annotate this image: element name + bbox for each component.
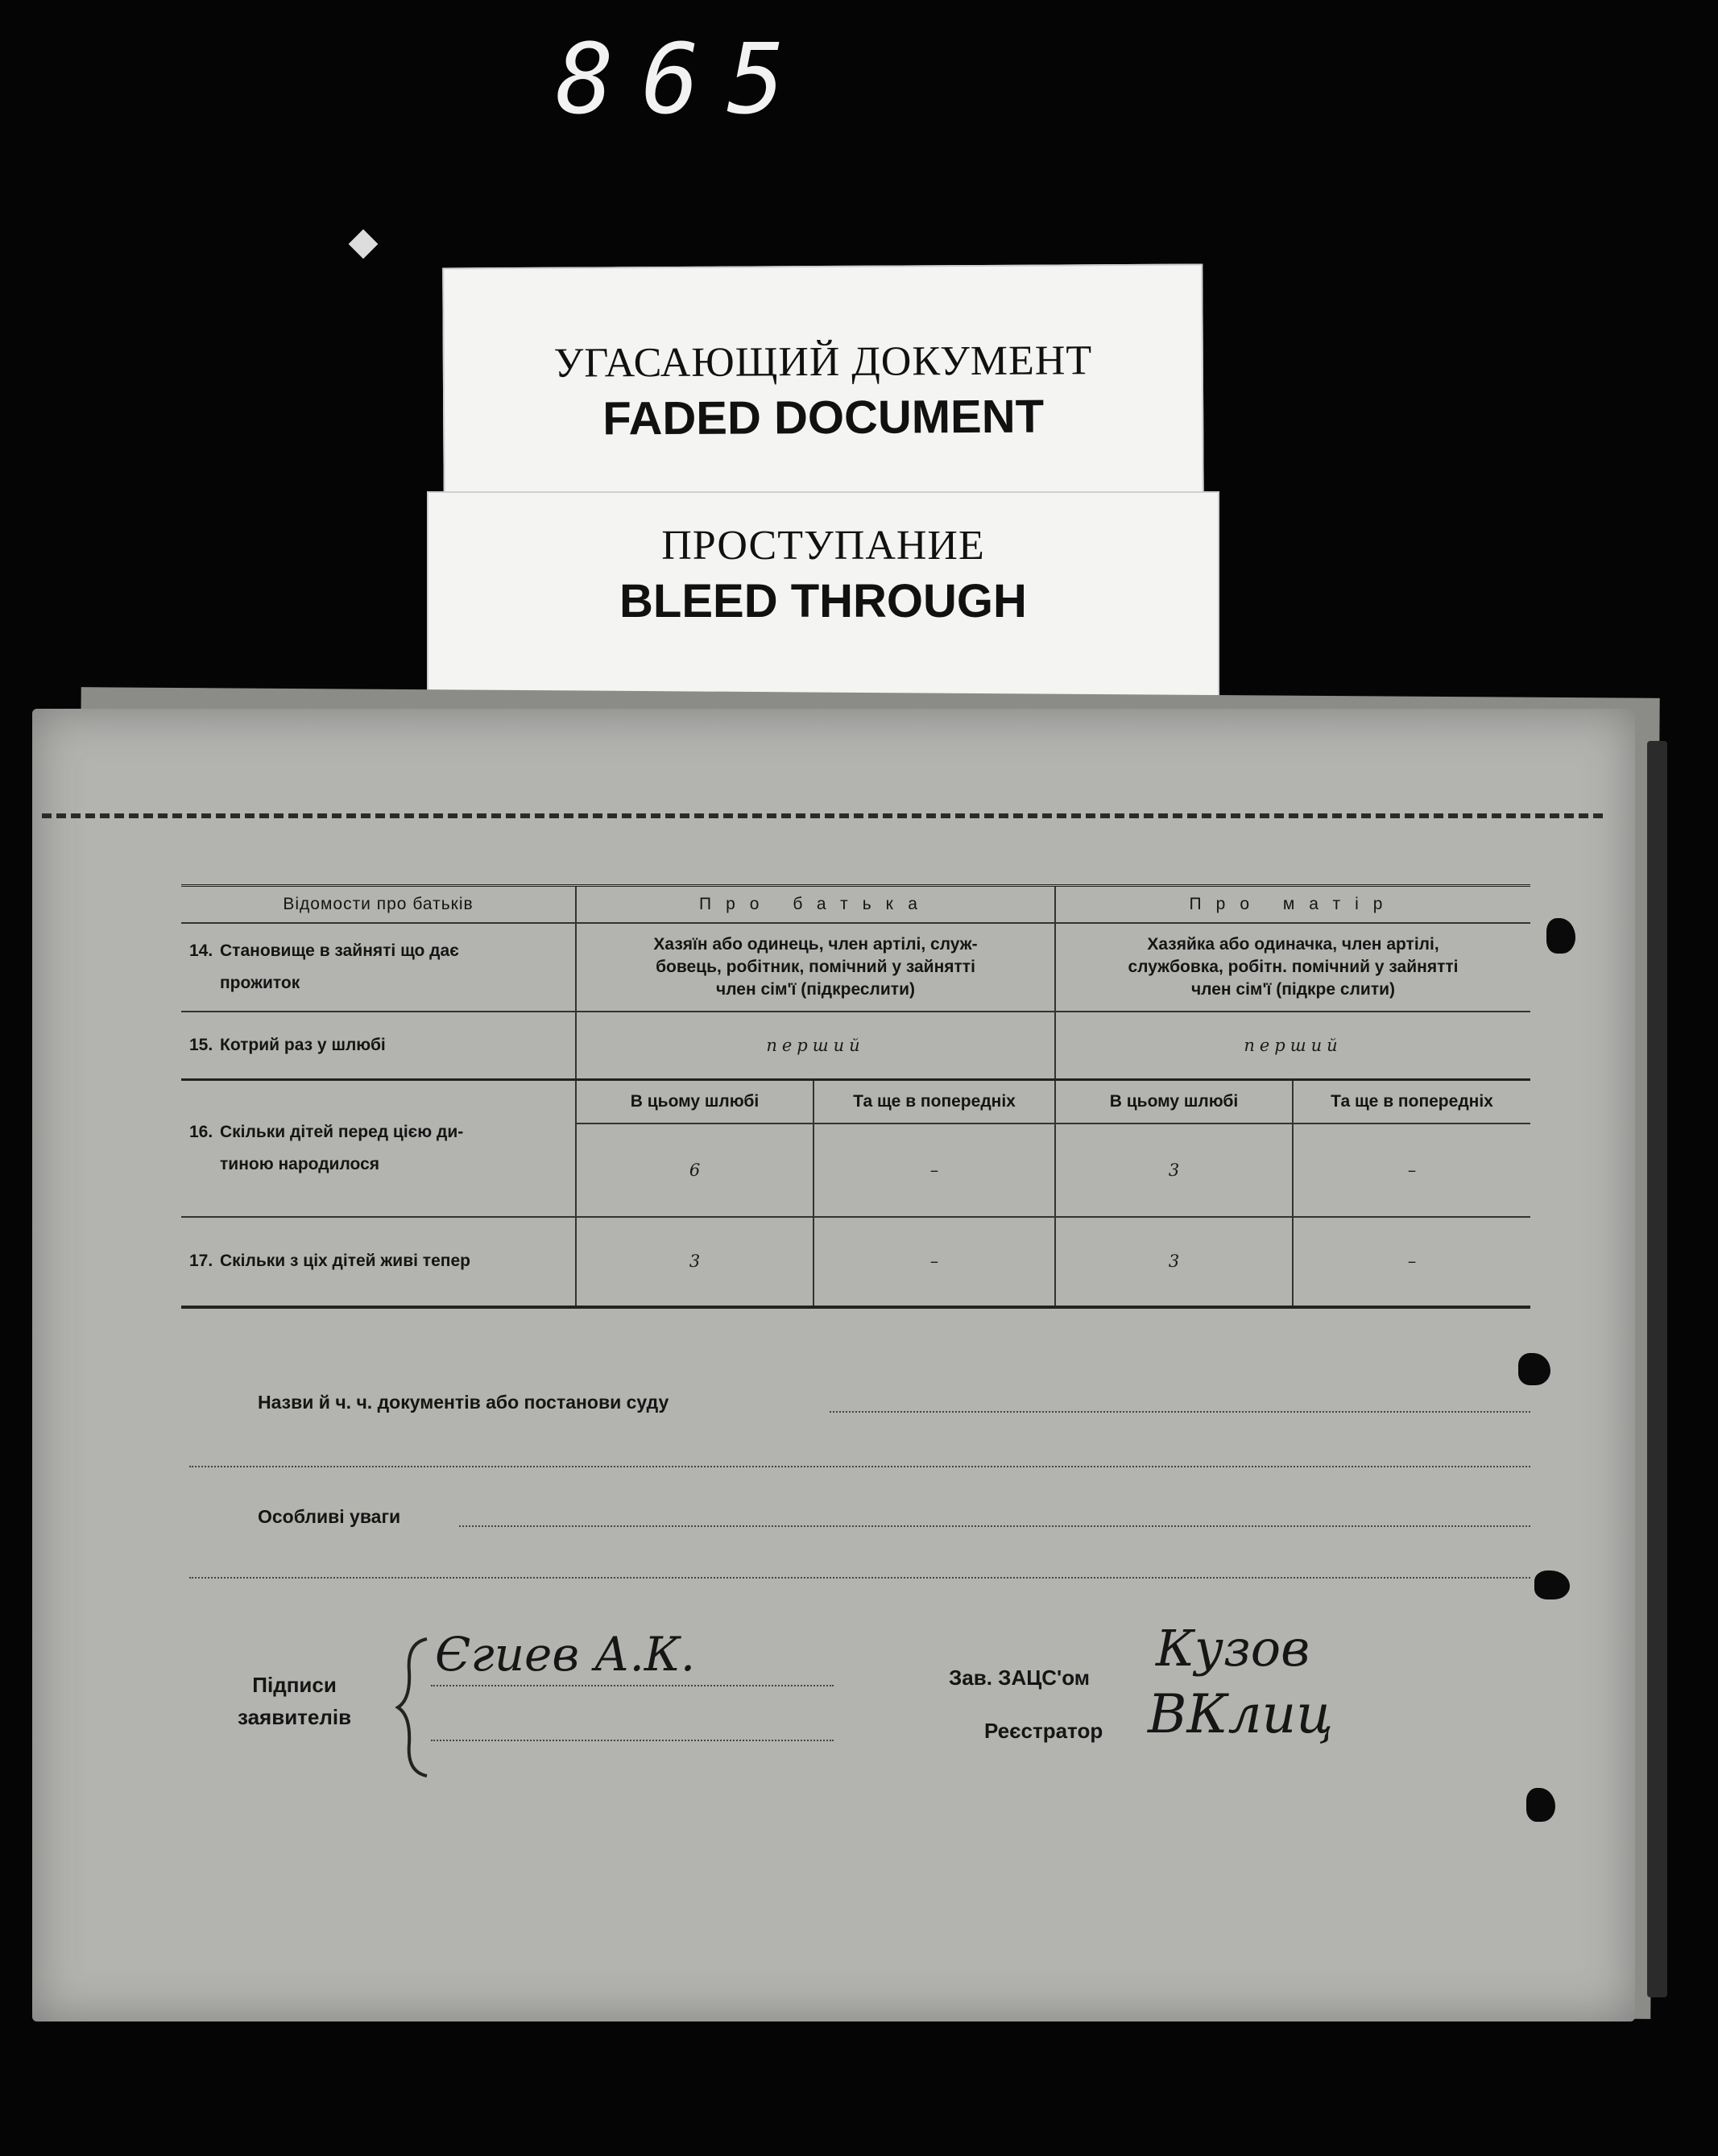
applicant-signature: Єгиев А.К. [435,1627,696,1682]
documents-line-2 [189,1466,1530,1467]
parents-table [181,884,1530,1309]
q14-label-line2: прожиток [220,974,300,992]
mother-this-marriage-header: В цьому шлюбі [1055,1079,1293,1124]
documents-label: Назви й ч. ч. документів або постанови суду [258,1392,669,1413]
bleed-label-en: BLEED THROUGH [619,575,1027,627]
q15-mother-value: перший [1055,1012,1530,1079]
frame-number: 865 [556,24,813,136]
applicants-label-line2: заявителів [238,1705,352,1729]
damage-blot [1526,1788,1555,1822]
damage-blot [1534,1570,1570,1599]
notes-line-1 [459,1525,1530,1527]
applicants-signature-label [238,1669,351,1733]
header-about-father: Про батька [576,886,1055,924]
q16-father-prev: – [813,1124,1055,1217]
q16-mother-prev: – [1293,1124,1530,1217]
q15-label-text: Котрий раз у шлюбі [220,1035,386,1054]
q14-father-line1: Хазяїн або одинець, член артілі, служ- [653,935,978,954]
registrar-signature: ВКлиц [1148,1683,1334,1745]
father-previous-header: Та ще в попередніх [813,1079,1055,1124]
mother-previous-header: Та ще в попередніх [1293,1079,1530,1124]
perforation-line [42,813,1603,818]
q17-label-text: Скільки з ціх дітей живі тепер [220,1252,470,1270]
q14-mother-options [1055,923,1530,1012]
q14-number: 14. [189,941,213,960]
q14-label-line1: Становище в зайняті що дає [220,941,459,960]
film-speck [349,230,379,259]
q14-mother-line2: службовка, робітн. помічний у зайнятті [1128,958,1459,976]
registrar-label: Реєстратор [984,1719,1103,1743]
q14-mother-line1: Хазяйка або одиначка, член артілі, [1147,935,1439,954]
q16-mother-this: 3 [1055,1124,1293,1217]
faded-label-en: FADED DOCUMENT [602,390,1045,445]
q14-father-line2: бовець, робітник, помічний у зайнятті [656,958,975,976]
q15-label [181,1012,576,1079]
q16-number: 16. [189,1122,213,1141]
q14-label [181,923,576,1012]
q15-number: 15. [189,1035,213,1054]
q17-mother-prev: – [1293,1217,1530,1307]
q16-label-line1: Скільки дітей перед цією ди- [220,1122,464,1141]
q17-mother-this: 3 [1055,1217,1293,1307]
documents-line-1 [830,1411,1530,1413]
zags-head-label: Зав. ЗАЦС'ом [949,1666,1090,1690]
q14-father-options [576,923,1055,1012]
zags-head-signature: Кузов [1156,1619,1310,1678]
notes-line-2 [189,1577,1530,1579]
bleed-label-ru: ПРОСТУПАНИЕ [661,523,985,569]
q17-father-this: 3 [576,1217,813,1307]
q14-mother-line3: член сім'ї (підкре слити) [1190,980,1396,999]
notes-label: Особливі уваги [258,1506,401,1527]
form-sheet [32,709,1635,2022]
damage-blot [1546,918,1575,954]
q14-father-line3: член сім'ї (підкреслити) [716,980,915,999]
q16-label-line2: тиною народилося [220,1154,380,1173]
applicant-signature-line-1 [431,1685,834,1686]
applicants-brace [395,1635,435,1780]
sheet-right-edge-shadow [1647,741,1667,1997]
header-about-mother: Про матір [1055,886,1530,924]
damage-blot [1518,1353,1550,1385]
father-this-marriage-header: В цьому шлюбі [576,1079,813,1124]
q15-father-value: перший [576,1012,1055,1079]
applicants-label-line1: Підписи [252,1673,337,1697]
faded-label-ru: УГАСАЮЩИЙ ДОКУМЕНТ [553,337,1093,387]
q17-number: 17. [189,1252,213,1270]
bleed-through-label [427,491,1219,716]
header-parents-info: Відомости про батьків [181,886,576,924]
q17-father-prev: – [813,1217,1055,1307]
q17-label [181,1217,576,1307]
q16-father-this: 6 [576,1124,813,1217]
q16-label [181,1079,576,1217]
faded-document-label [442,264,1204,513]
applicant-signature-line-2 [431,1740,834,1741]
